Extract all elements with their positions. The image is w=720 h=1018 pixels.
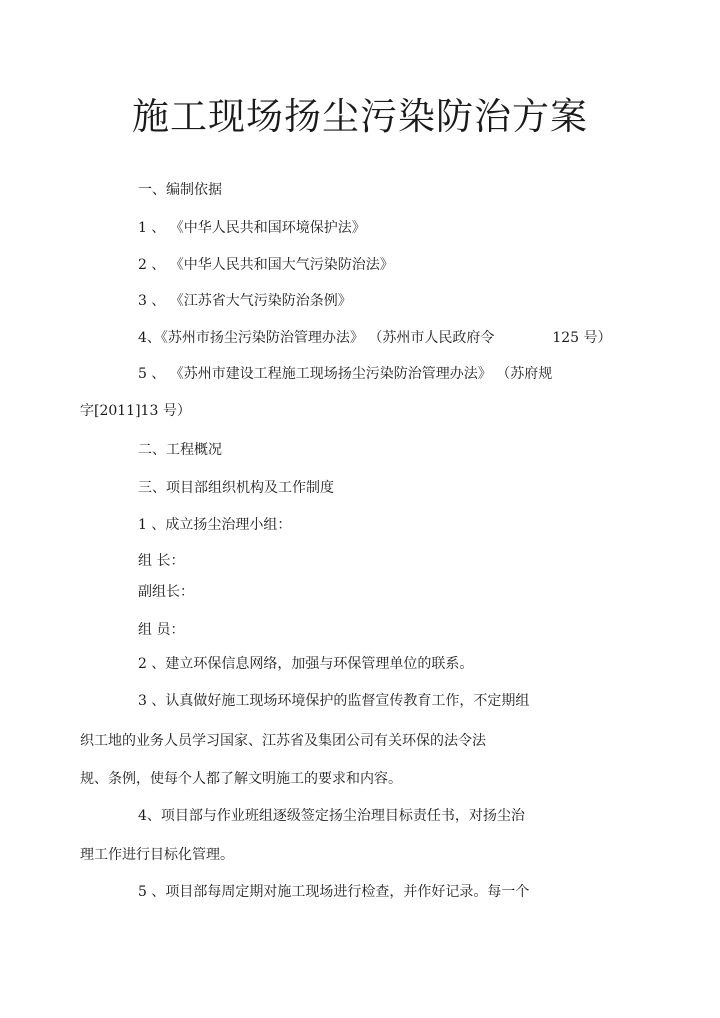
list-item-basis-4 — [138, 328, 612, 348]
paragraph-item-3-line-2: 织工地的业务人员学习国家、江苏省及集团公司有关环保的法令法 — [80, 733, 486, 749]
list-item-basis-2: 2 、 《中华人民共和国大气污染防治法》 — [138, 257, 394, 273]
paragraph-item-4-line-2: 理工作进行目标化管理。 — [80, 847, 234, 863]
group-member-line: 组 员： — [138, 622, 185, 638]
list-item-basis-1: 1 、 《中华人民共和国环境保护法》 — [138, 220, 366, 236]
section-heading-basis: 一、编制依据 — [138, 182, 222, 198]
paragraph-item-3-line-3: 规、条例，使每个人都了解文明施工的要求和内容。 — [80, 771, 402, 787]
group-leader-line: 组 长： — [138, 553, 185, 569]
document-title: 施工现场扬尘污染防治方案 — [132, 95, 588, 138]
list-item-basis-4-number: 125 号） — [552, 330, 612, 346]
paragraph-item-1: 1 、成立扬尘治理小组： — [138, 517, 292, 533]
list-item-basis-3: 3 、 《江苏省大气污染防治条例》 — [138, 293, 352, 309]
section-heading-overview: 二、工程概况 — [138, 442, 222, 458]
list-item-basis-5-continued: 字[2011]13 号） — [80, 403, 191, 419]
section-heading-organization: 三、项目部组织机构及工作制度 — [138, 480, 334, 496]
deputy-leader-line: 副组长： — [138, 584, 194, 600]
paragraph-item-3: 3 、认真做好施工现场环境保护的监督宣传教育工作，不定期组 — [138, 693, 530, 709]
list-item-basis-4-text: 4、《苏州市扬尘污染防治管理办法》 （苏州市人民政府令 — [138, 330, 495, 346]
paragraph-item-4: 4、项目部与作业班组逐级签定扬尘治理目标责任书，对扬尘治 — [138, 808, 525, 824]
paragraph-item-5: 5 、项目部每周定期对施工现场进行检查，并作好记录。每一个 — [138, 884, 530, 900]
paragraph-item-2: 2 、建立环保信息网络，加强与环保管理单位的联系。 — [138, 656, 474, 672]
list-item-basis-5: 5 、 《苏州市建设工程施工现场扬尘污染防治管理办法》 （苏府规 — [138, 366, 553, 382]
